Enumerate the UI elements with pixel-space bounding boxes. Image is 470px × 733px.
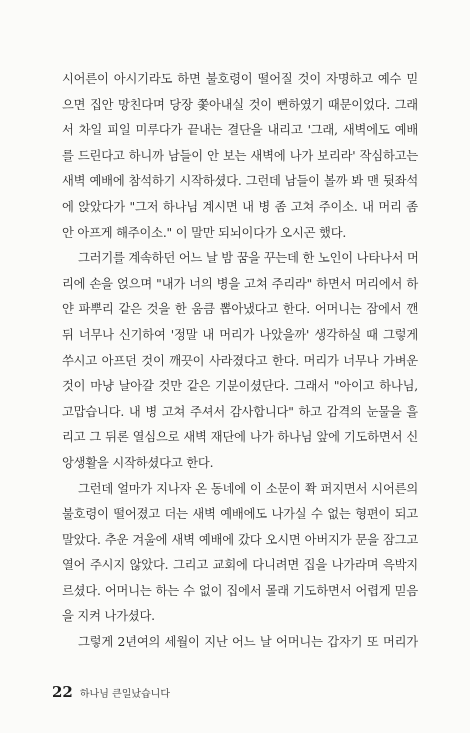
page-footer: [52, 683, 170, 705]
text-line: 뒤 너무나 신기하여 '정말 내 머리가 나았을까' 생각하실 때 그렇게: [62, 327, 418, 342]
text-line: 앙생활을 시작하셨다고 한다.: [62, 455, 214, 470]
text-line: 열어 주시지 않았다. 그리고 교회에 다니려면 집을 나가라며 윽박지: [62, 558, 418, 573]
text-line: 새벽 예배에 참석하기 시작하셨다. 그런데 남들이 볼까 봐 맨 뒷좌석: [62, 174, 418, 189]
running-title: 하나님 큰일났습니다: [79, 689, 170, 700]
text-line: 을 지켜 나가셨다.: [62, 609, 155, 624]
text-line: 리고 그 뒤론 열심으로 새벽 재단에 나가 하나님 앞에 기도하면서 신: [62, 430, 418, 445]
text-line: 르셨다. 어머니는 하는 수 없이 집에서 몰래 기도하면서 어렵게 믿음: [62, 583, 418, 598]
text-line: 말았다. 추운 겨울에 새벽 예배에 갔다 오시면 아버지가 문을 잠그고: [62, 532, 418, 547]
text-line: 에 앉았다가 "그저 하나님 계시면 내 병 좀 고쳐 주이소. 내 머리 좀: [62, 199, 418, 214]
text-line: 서 차일 피일 미루다가 끝내는 결단을 내리고 '그래, 새벽에도 예배: [62, 123, 418, 138]
text-line: 얀 파뿌리 같은 것을 한 움큼 뽑아냈다고 한다. 어머니는 잠에서 깬: [62, 302, 418, 317]
text-line: 그런데 얼마가 지나자 온 동네에 이 소문이 쫙 퍼지면서 시어른의: [78, 481, 418, 496]
text-line: 안 아프게 해주이소." 이 말만 되뇌이다가 오시곤 했다.: [62, 225, 347, 240]
text-line: 쑤시고 아프던 것이 깨끗이 사라졌다고 한다. 머리가 너무나 가벼운: [62, 353, 418, 368]
text-line: 으면 집안 망친다며 당장 쫓아내실 것이 뻔하였기 때문이었다. 그래: [62, 97, 418, 112]
text-line: 그렇게 2년여의 세월이 지난 어느 날 어머니는 갑자기 또 머리가: [78, 635, 418, 650]
text-line: 리에 손을 얹으며 "내가 너의 병을 고쳐 주리라" 하면서 머리에서 하: [62, 276, 418, 291]
page-number: 22: [52, 683, 73, 701]
body-text: [62, 67, 418, 656]
text-line: 그러기를 계속하던 어느 날 밤 꿈을 꾸는데 한 노인이 나타나서 머: [78, 251, 419, 266]
text-line: 고맙습니다. 내 병 고쳐 주셔서 감사합니다" 하고 감격의 눈물을 흘: [62, 404, 418, 419]
text-line: 를 드린다고 하니까 남들이 안 보는 새벽에 나가 보리라' 작심하고는: [62, 148, 418, 163]
text-line: 것이 마냥 날아갈 것만 같은 기분이셨단다. 그래서 "아이고 하나님,: [62, 379, 418, 394]
text-line: 시어른이 아시기라도 하면 불호령이 떨어질 것이 자명하고 예수 믿: [62, 72, 418, 86]
text-line: 불호령이 떨어졌고 더는 새벽 예배에도 나가실 수 없는 형편이 되고: [62, 507, 418, 522]
